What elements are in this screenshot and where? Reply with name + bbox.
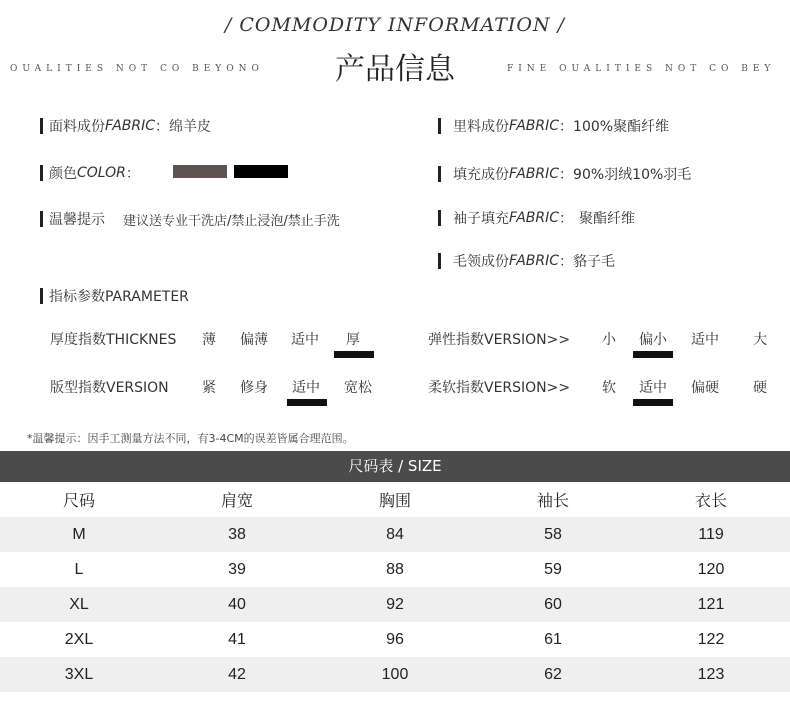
attr-label: 温馨提示 (49, 212, 105, 228)
size-header-cell: 胸围 (378, 493, 411, 510)
attr-label: 里料成份 (453, 119, 509, 135)
size-cell: L (74, 560, 84, 578)
attr-bar (40, 118, 43, 134)
attr-label: 毛领成份 (453, 254, 509, 270)
attr-filling (438, 164, 691, 184)
attr-sep: ： (559, 167, 574, 183)
attr-value: 建议送专业干洗店/禁止浸泡/禁止手洗 (123, 213, 340, 229)
attr-label-en: FABRIC (509, 253, 560, 269)
size-header-cell: 肩宽 (220, 493, 253, 510)
attr-sep: ： (559, 254, 574, 270)
size-cell: M (0, 517, 158, 552)
size-cell: 2XL (64, 630, 94, 648)
size-cell: 119 (632, 517, 790, 552)
param-softness-option: 硬 (753, 380, 767, 396)
attr-collar (438, 251, 615, 271)
size-cell: 60 (474, 587, 632, 622)
attr-label-en: FABRIC (509, 166, 560, 182)
size-table (0, 482, 790, 692)
param-thickness-selected-underline (334, 351, 374, 358)
size-cell: 41 (228, 630, 246, 648)
param-version-selected-underline (287, 399, 327, 406)
attr-label: 填充成份 (453, 167, 509, 183)
size-table-header (0, 482, 790, 517)
measurement-note: *温馨提示：因手工测量方法不同，有3-4CM的误差皆属合理范围。 (27, 432, 354, 445)
attr-value: 90%羽绒10%羽毛 (573, 167, 692, 183)
header-tagline-left: OUALITIES NOT CO BEYONO (10, 64, 264, 74)
size-table-title: 尺码表 / SIZE (0, 451, 790, 482)
attr-sep: ： (155, 119, 170, 135)
size-cell: 42 (158, 657, 316, 692)
attr-lining (438, 116, 669, 136)
attr-bar (438, 118, 441, 134)
attr-label-en: FABRIC (105, 118, 156, 134)
header-title-cn: 产品信息 (335, 52, 455, 87)
param-thickness-option: 适中 (291, 332, 319, 348)
attr-bar (438, 210, 441, 226)
size-cell: 122 (697, 630, 725, 648)
param-thickness-option: 薄 (202, 332, 216, 348)
param-version-option: 紧 (202, 380, 216, 396)
size-cell: 123 (632, 657, 790, 692)
color-swatch-black[interactable] (234, 165, 288, 178)
param-thickness-option-selected: 厚 (346, 332, 360, 348)
attr-sep: ： (559, 119, 574, 135)
attr-bar (40, 165, 43, 181)
header-tagline-right: FINE OUALITIES NOT CO BEY (507, 64, 776, 74)
attr-value: 聚酯纤维 (579, 211, 636, 227)
table-row (0, 552, 790, 587)
table-row (0, 587, 790, 622)
size-header-cell: 袖长 (536, 493, 569, 510)
size-cell: 84 (316, 517, 474, 552)
size-cell: XL (0, 587, 158, 622)
attr-care-tip (40, 209, 340, 229)
table-row (0, 657, 790, 692)
attr-color (40, 163, 140, 183)
param-version-option: 修身 (240, 380, 268, 396)
attr-bar (40, 211, 43, 227)
size-cell: 62 (474, 657, 632, 692)
param-elasticity-option: 适中 (691, 332, 719, 348)
size-cell: 40 (158, 587, 316, 622)
attr-value: 貉子毛 (573, 254, 616, 270)
size-cell: 3XL (0, 657, 158, 692)
param-softness-option: 软 (602, 380, 616, 396)
size-cell: 100 (316, 657, 474, 692)
param-elasticity-option: 小 (602, 332, 616, 348)
attr-bar (40, 288, 43, 304)
size-cell: 121 (632, 587, 790, 622)
param-elasticity-option-selected: 偏小 (639, 332, 667, 348)
size-cell: 92 (316, 587, 474, 622)
parameter-title-label: 指标参数PARAMETER (49, 289, 189, 305)
attr-value: 绵羊皮 (169, 119, 212, 135)
attr-label: 颜色 (49, 166, 77, 182)
attr-bar (438, 166, 441, 182)
size-header-cell: 尺码 (62, 493, 95, 510)
size-cell: 38 (158, 517, 316, 552)
parameter-title (40, 286, 189, 306)
size-cell: 58 (474, 517, 632, 552)
attr-fabric (40, 116, 211, 136)
param-version-option: 宽松 (344, 380, 372, 396)
header-title-en: / COMMODITY INFORMATION / (224, 14, 566, 36)
param-elasticity-label: 弹性指数VERSION>> (428, 332, 571, 348)
attr-sep: ： (125, 166, 140, 182)
table-row (0, 622, 790, 657)
attr-sep: ： (559, 211, 574, 227)
size-cell: 88 (386, 560, 404, 578)
size-cell: 39 (228, 560, 246, 578)
attr-label: 面料成份 (49, 119, 105, 135)
param-softness-option: 偏硬 (691, 380, 719, 396)
attr-label-en: FABRIC (509, 210, 560, 226)
table-row (0, 517, 790, 552)
color-swatch-brown[interactable] (173, 165, 227, 178)
attr-label-en: FABRIC (509, 118, 560, 134)
size-cell: 96 (386, 630, 404, 648)
attr-bar (438, 253, 441, 269)
size-cell: 120 (697, 560, 725, 578)
attr-value: 100%聚酯纤维 (573, 119, 670, 135)
param-thickness-label: 厚度指数THICKNES (50, 332, 177, 348)
attr-label: 袖子填充 (453, 211, 509, 227)
param-softness-label: 柔软指数VERSION>> (428, 380, 571, 396)
param-version-option-selected: 适中 (292, 380, 320, 396)
param-version-label: 版型指数VERSION (50, 380, 169, 396)
param-elasticity-option: 大 (753, 332, 767, 348)
size-cell: 59 (544, 560, 562, 578)
size-cell: 61 (544, 630, 562, 648)
size-header-cell: 衣长 (694, 493, 727, 510)
param-softness-option-selected: 适中 (639, 380, 667, 396)
param-softness-selected-underline (633, 399, 673, 406)
param-elasticity-selected-underline (633, 351, 673, 358)
attr-sleeve-filling (438, 208, 635, 228)
param-thickness-option: 偏薄 (240, 332, 268, 348)
attr-label-en: COLOR (77, 165, 126, 181)
